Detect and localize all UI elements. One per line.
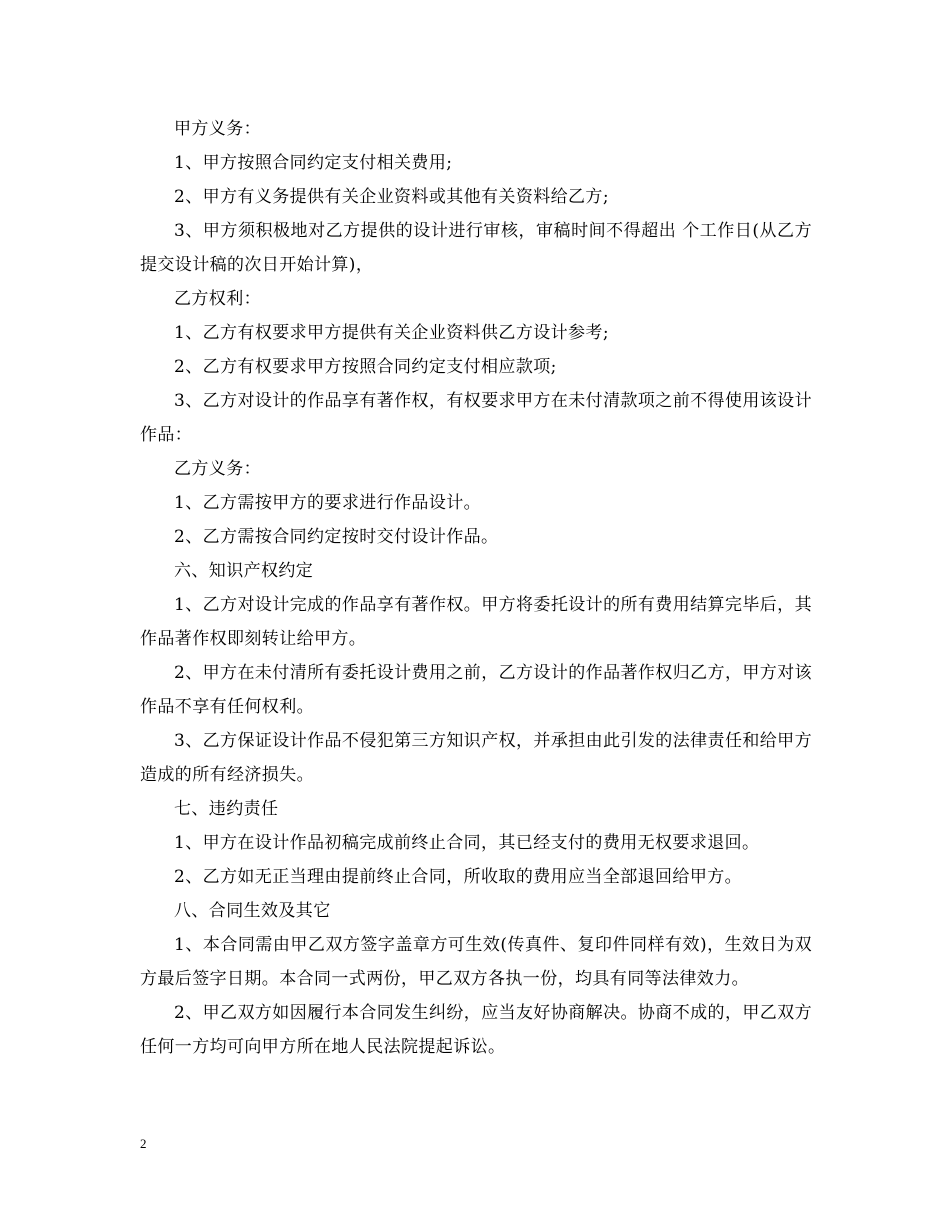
paragraph: 2、甲乙双方如因履行本合同发生纠纷，应当友好协商解决。协商不成的，甲乙双方任何一方均可向甲方所在地人民法院提起诉讼。 (140, 1003, 812, 1057)
document-body (140, 112, 812, 1064)
section-heading-breach: 七、违约责任 (174, 799, 279, 819)
paragraph: 3、甲方须积极地对乙方提供的设计进行审核，审稿时间不得超出 个工作日(从乙方提交设计稿的次日开始计算)， (140, 221, 812, 275)
paragraph: 2、乙方需按合同约定按时交付设计作品。 (174, 527, 499, 547)
section-heading-party-a-obligations: 甲方义务： (174, 119, 261, 139)
paragraph: 2、甲方有义务提供有关企业资料或其他有关资料给乙方; (174, 187, 609, 207)
paragraph: 1、甲方按照合同约定支付相关费用; (174, 153, 453, 173)
section-heading-effectiveness: 八、合同生效及其它 (174, 901, 331, 921)
paragraph: 1、甲方在设计作品初稿完成前终止合同，其已经支付的费用无权要求退回。 (174, 833, 760, 853)
section-heading-party-b-obligations: 乙方义务： (174, 459, 261, 479)
section-heading-ip: 六、知识产权约定 (174, 561, 314, 581)
paragraph: 1、乙方有权要求甲方提供有关企业资料供乙方设计参考; (174, 323, 609, 343)
paragraph: 1、乙方需按甲方的要求进行作品设计。 (174, 493, 482, 513)
section-heading-party-b-rights: 乙方权利： (174, 289, 261, 309)
paragraph: 3、乙方保证设计作品不侵犯第三方知识产权，并承担由此引发的法律责任和给甲方造成的所有经济损失。 (140, 731, 812, 785)
paragraph: 2、甲方在未付清所有委托设计费用之前，乙方设计的作品著作权归乙方，甲方对该作品不享有任何权利。 (140, 663, 812, 717)
paragraph: 2、乙方如无正当理由提前终止合同，所收取的费用应当全部退回给甲方。 (174, 867, 743, 887)
paragraph: 2、乙方有权要求甲方按照合同约定支付相应款项; (174, 357, 557, 377)
paragraph: 1、乙方对设计完成的作品享有著作权。甲方将委托设计的所有费用结算完毕后，其作品著作权即刻转让给甲方。 (140, 595, 812, 649)
paragraph: 1、本合同需由甲乙双方签字盖章方可生效(传真件、复印件同样有效)，生效日为双方最后签字日期。本合同一式两份，甲乙双方各执一份，均具有同等法律效力。 (140, 935, 812, 989)
paragraph: 3、乙方对设计的作品享有著作权，有权要求甲方在未付清款项之前不得使用该设计作品： (140, 391, 812, 445)
page-number: 2 (140, 1136, 147, 1151)
